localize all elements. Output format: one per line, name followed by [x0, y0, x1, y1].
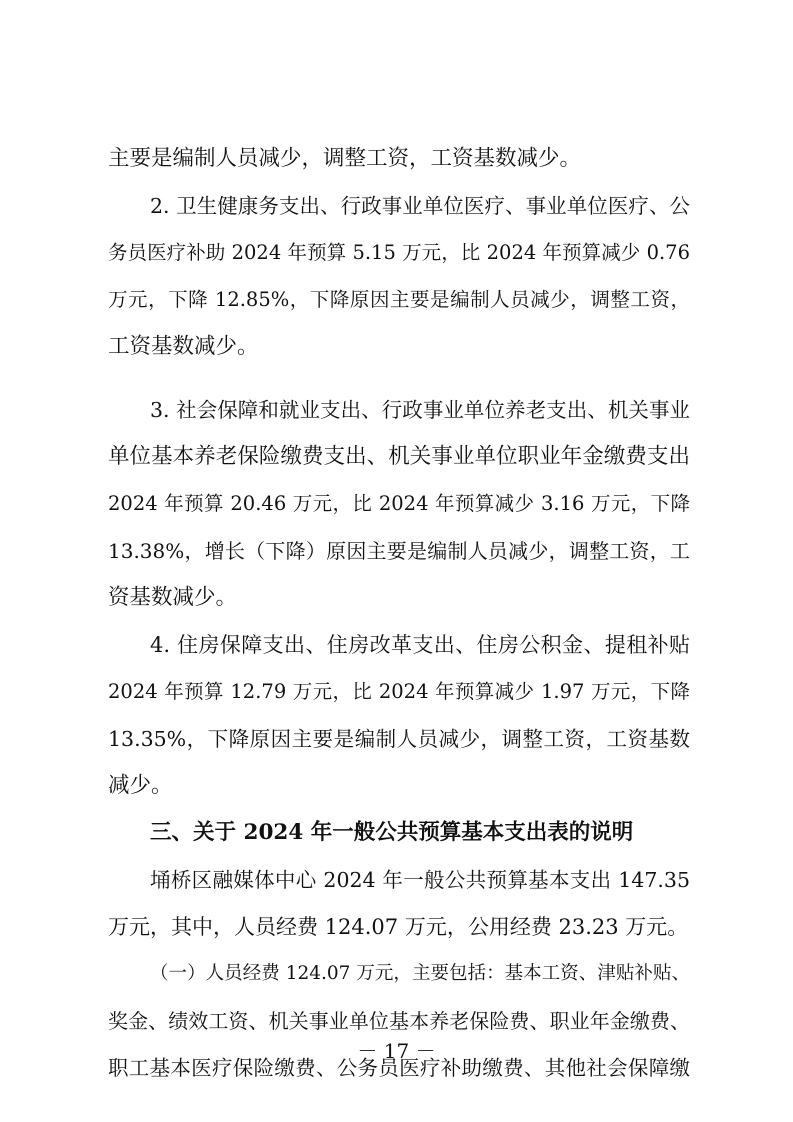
- paragraph-line: 2024 年预算 20.46 万元，比 2024 年预算减少 3.16 万元，下降: [108, 492, 690, 515]
- paragraph-line: 工资基数减少。: [108, 334, 259, 359]
- paragraph-line: 减少。: [108, 773, 173, 798]
- section-heading: 三、关于 2024 年一般公共预算基本支出表的说明: [150, 820, 634, 845]
- paragraph-line: 13.35%，下降原因主要是编制人员减少，调整工资，工资基数: [108, 727, 690, 751]
- paragraph-line: 万元，其中，人员经费 124.07 万元，公用经费 23.23 万元。: [108, 915, 689, 939]
- paragraph-line: 单位基本养老保险缴费支出、机关事业单位职业年金缴费支出: [108, 444, 690, 469]
- paragraph-line: （一）人员经费 124.07 万元，主要包括：基本工资、津贴补贴、: [150, 963, 690, 984]
- paragraph-line: 4. 住房保障支出、住房改革支出、住房公积金、提租补贴: [150, 633, 690, 657]
- paragraph-line: 资基数减少。: [108, 585, 238, 610]
- paragraph-line: 3. 社会保障和就业支出、行政事业单位养老支出、机关事业: [150, 398, 690, 422]
- paragraph-line: 奖金、绩效工资、机关事业单位基本养老保险费、职业年金缴费、: [108, 1009, 690, 1033]
- paragraph-line: 13.38%，增长（下降）原因主要是编制人员减少，调整工资，工: [108, 539, 690, 563]
- paragraph-line: 主要是编制人员减少，调整工资，工资基数减少。: [108, 146, 582, 171]
- paragraph-line: 务员医疗补助 2024 年预算 5.15 万元，比 2024 年预算减少 0.76: [108, 241, 690, 264]
- paragraph-line: 埇桥区融媒体中心 2024 年一般公共预算基本支出 147.35: [150, 868, 690, 892]
- paragraph-line: 2. 卫生健康务支出、行政事业单位医疗、事业单位医疗、公: [150, 194, 690, 218]
- paragraph-line: 2024 年预算 12.79 万元，比 2024 年预算减少 1.97 万元，下降: [108, 680, 690, 703]
- paragraph-line: 职工基本医疗保险缴费、公务员医疗补助缴费、其他社会保障缴: [108, 1056, 690, 1080]
- page-number: － 17 －: [357, 1039, 436, 1063]
- paragraph-line: 万元，下降 12.85%，下降原因主要是编制人员减少，调整工资，: [108, 288, 690, 311]
